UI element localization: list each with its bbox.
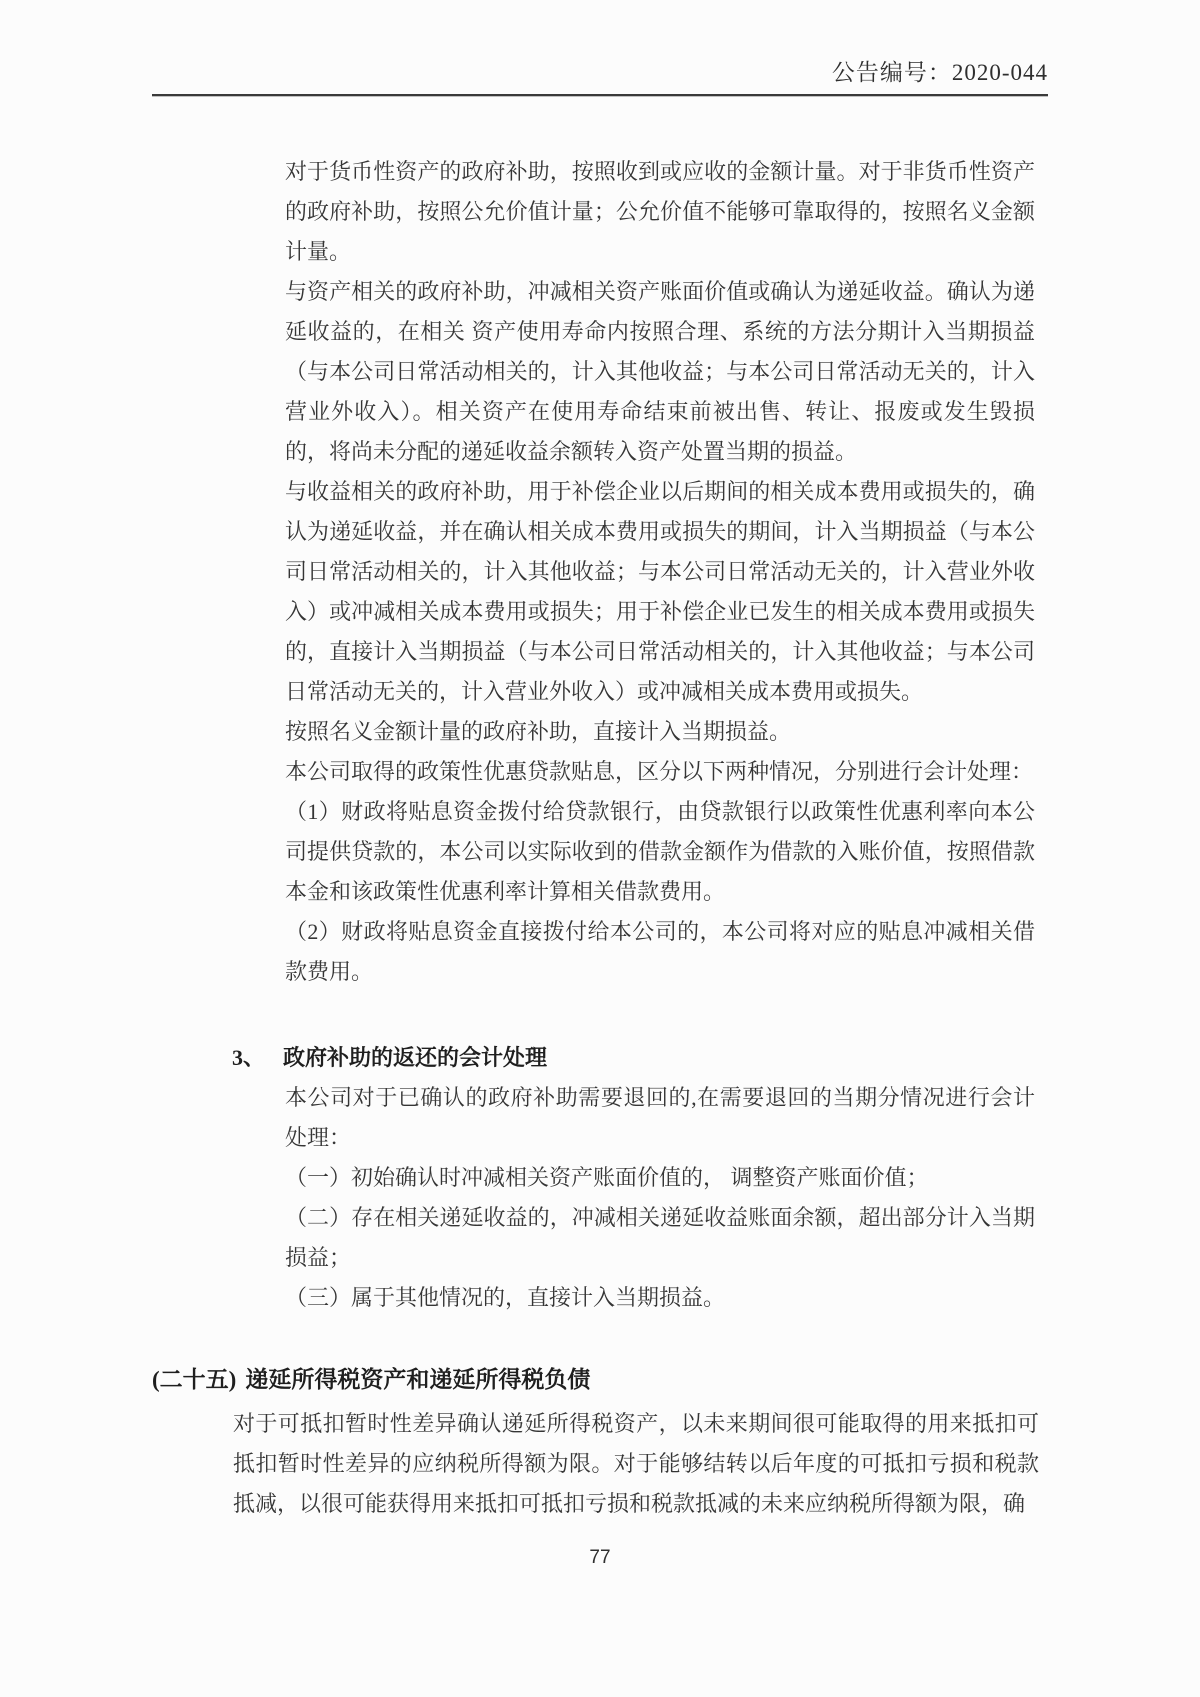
body-paragraph-measurement: 对于货币性资产的政府补助，按照收到或应收的金额计量。对于非货币性资产的政府补助，按照公允价值计量；公允价值不能够可靠取得的，按照名义金额计量。 bbox=[285, 159, 1035, 264]
section-3-item-2: （二）存在相关递延收益的，冲减相关递延收益账面余额，超出部分计入当期损益； bbox=[285, 1205, 1035, 1270]
section-25-number: (二十五) bbox=[152, 1367, 237, 1392]
section-3-item-3: （三）属于其他情况的，直接计入当期损益。 bbox=[285, 1285, 726, 1310]
announcement-number: 公告编号：2020-044 bbox=[831, 60, 1048, 85]
section-3-item-1: （一）初始确认时冲减相关资产账面价值的， 调整资产账面价值； bbox=[285, 1165, 929, 1190]
section-25-paragraph: 对于可抵扣暂时性差异确认递延所得税资产，以未来期间很可能取得的用来抵扣可抵扣暂时性差异的应纳税所得额为限。对于能够结转以后年度的可抵扣亏损和税款抵减，以很可能获得用来抵扣可抵扣亏损和税款抵减的未来应纳税所得额为限，确 bbox=[233, 1411, 1039, 1516]
section-3-paragraph-intro: 本公司对于已确认的政府补助需要退回的,在需要退回的当期分情况进行会计处理： bbox=[285, 1085, 1035, 1150]
document-body bbox=[152, 152, 1048, 1524]
body-paragraph-income-related: 与收益相关的政府补助，用于补偿企业以后期间的相关成本费用或损失的，确认为递延收益，并在确认相关成本费用或损失的期间，计入当期损益（与本公司日常活动相关的，计入其他收益；与本公司日常活动无关的，计入营业外收入）或冲减相关成本费用或损失；用于补偿企业已发生的相关成本费用或损失的，直接计入当期损益（与本公司日常活动相关的，计入其他收益；与本公司日常活动无关的，计入营业外收入）或冲减相关成本费用或损失。 bbox=[285, 479, 1035, 704]
section-25-title: 递延所得税资产和递延所得税负债 bbox=[245, 1367, 591, 1392]
body-paragraph-case-2: （2）财政将贴息资金直接拨付给本公司的，本公司将对应的贴息冲减相关借款费用。 bbox=[285, 919, 1035, 984]
body-paragraph-case-1: （1）财政将贴息资金拨付给贷款银行，由贷款银行以政策性优惠利率向本公司提供贷款的，本公司以实际收到的借款金额作为借款的入账价值，按照借款本金和该政策性优惠利率计算相关借款费用。 bbox=[285, 799, 1035, 904]
body-paragraph-asset-related: 与资产相关的政府补助，冲减相关资产账面价值或确认为递延收益。确认为递延收益的，在相关 资产使用寿命内按照合理、系统的方法分期计入当期损益（与本公司日常活动相关的，计入其他收益；与本公司日常活动无关的，计入营业外收入）。相关资产在使用寿命结束前被出售、转让、报废或发生毁损的，将尚未分配的递延收益余额转入资产处置当期的损益。 bbox=[285, 279, 1035, 464]
section-3-heading bbox=[232, 1038, 1048, 1078]
page-number: 77 bbox=[589, 1547, 611, 1568]
section-3-title: 政府补助的返还的会计处理 bbox=[283, 1045, 548, 1070]
section-25-heading bbox=[152, 1360, 1048, 1400]
section-3-number: 3、 bbox=[232, 1045, 266, 1070]
body-paragraph-policy-loan-intro: 本公司取得的政策性优惠贷款贴息，区分以下两种情况，分别进行会计处理： bbox=[285, 759, 1034, 784]
header-divider bbox=[152, 94, 1048, 96]
body-paragraph-nominal-amount: 按照名义金额计量的政府补助，直接计入当期损益。 bbox=[285, 719, 792, 744]
